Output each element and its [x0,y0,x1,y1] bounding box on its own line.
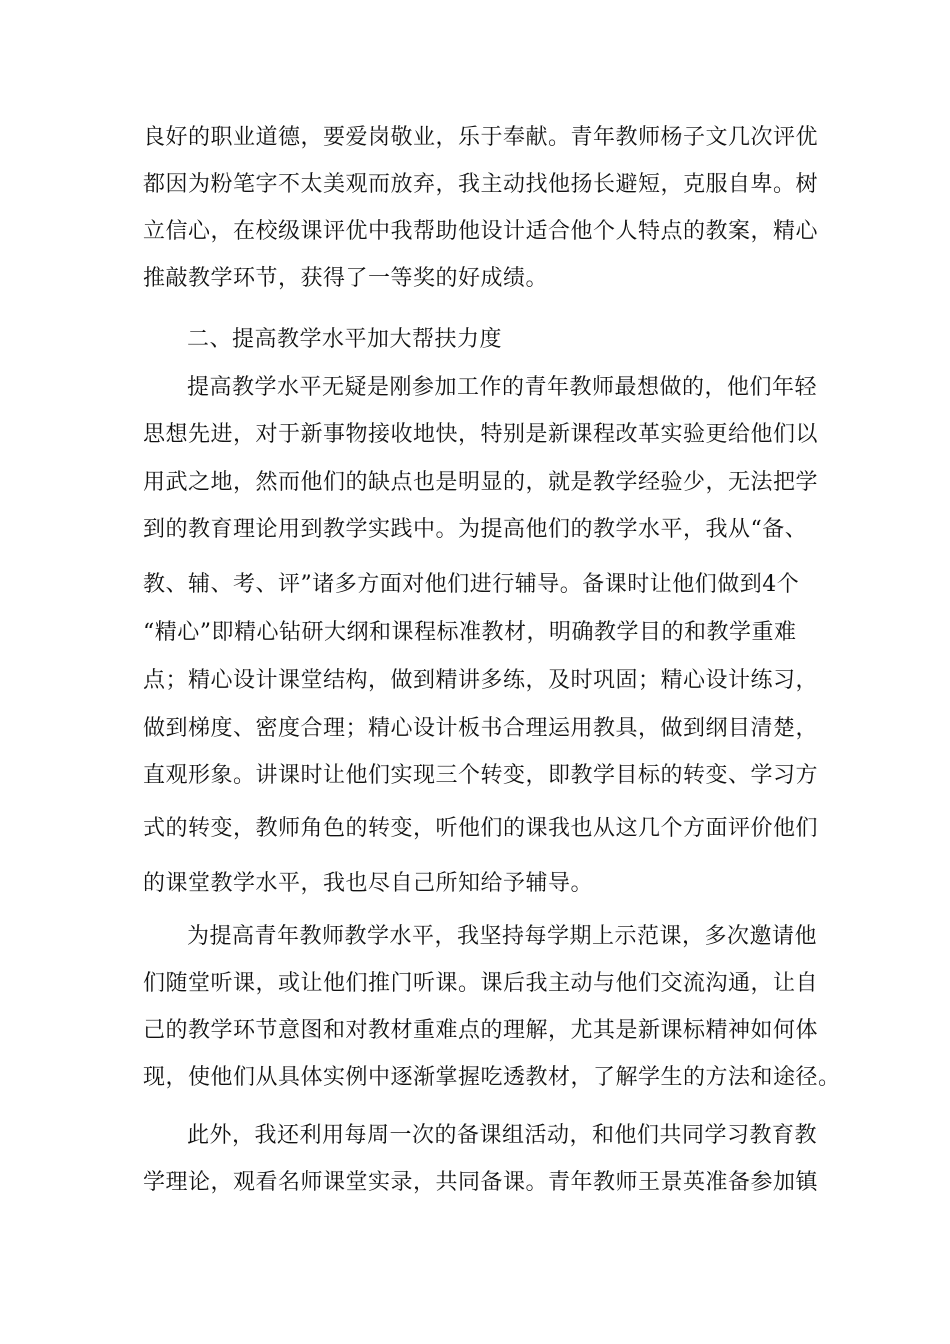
text-line: 提高教学水平无疑是刚参加工作的青年教师最想做的，他们年轻 [187,375,818,400]
text-line: 的课堂教学水平，我也尽自己所知给予辅导。 [143,871,594,896]
text-line: 己的教学环节意图和对教材重难点的理解，尤其是新课标精神如何体 [143,1018,819,1043]
text-line: 式的转变，教师角色的转变，听他们的课我也从这几个方面评价他们 [143,816,819,841]
text-line: 都因为粉笔字不太美观而放弃，我主动找他扬长避短，克服自卑。树 [143,172,819,197]
text-line: 到的教育理论用到教学实践中。为提高他们的教学水平，我从“备、 [143,517,808,542]
section-heading: 二、提高教学水平加大帮扶力度 [187,327,503,352]
text-line: 学理论，观看名师课堂实录，共同备课。青年教师王景英准备参加镇 [143,1170,819,1195]
text-line: 们随堂听课，或让他们推门听课。课后我主动与他们交流沟通，让自 [143,971,819,996]
text-line: 立信心，在校级课评优中我帮助他设计适合他个人特点的教案，精心 [143,219,819,244]
text-line: 推敲教学环节，获得了一等奖的好成绩。 [143,266,549,291]
text-line: 现，使他们从具体实例中逐渐掌握吃透教材，了解学生的方法和途径。 [143,1065,841,1090]
text-line: 点；精心设计课堂结构，做到精讲多练，及时巩固；精心设计练习， [143,668,819,693]
text-line: 此外，我还利用每周一次的备课组活动，和他们共同学习教育教 [187,1123,818,1148]
text-line: 为提高青年教师教学水平，我坚持每学期上示范课，多次邀请他 [187,924,818,949]
text-line: 直观形象。讲课时让他们实现三个转变，即教学目标的转变、学习方 [143,763,819,788]
text-line: 教、辅、考、评”诸多方面对他们进行辅导。备课时让他们做到4个 [143,572,800,597]
text-line: 做到梯度、密度合理；精心设计板书合理运用教具，做到纲目清楚， [143,716,819,741]
text-line: 良好的职业道德，要爱岗敬业，乐于奉献。青年教师杨子文几次评优 [143,125,819,150]
text-line: 用武之地，然而他们的缺点也是明显的，就是教学经验少，无法把学 [143,470,819,495]
text-line: “精心”即精心钻研大纲和课程标准教材，明确教学目的和教学重难 [143,620,797,645]
text-line: 思想先进，对于新事物接收地快，特别是新课程改革实验更给他们以 [143,422,819,447]
